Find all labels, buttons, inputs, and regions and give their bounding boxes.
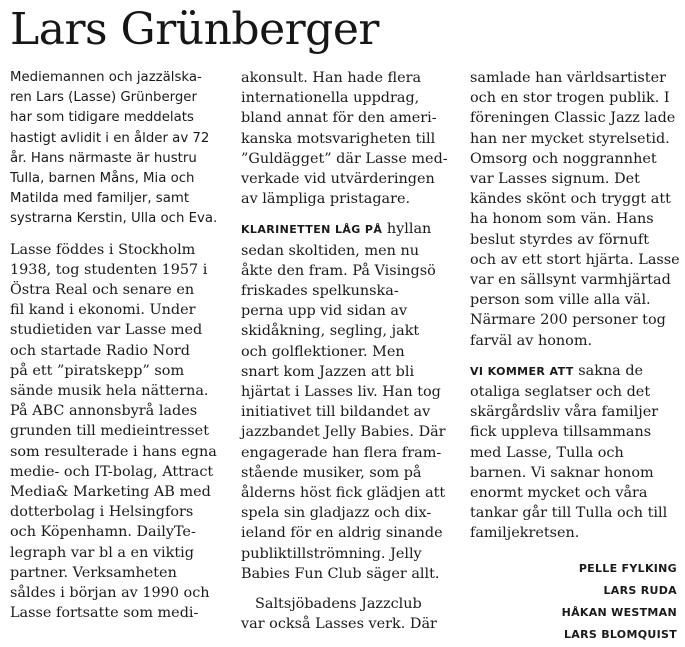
body-line: sände musik hela nätterna.	[10, 383, 209, 400]
column-3	[470, 68, 680, 544]
body-line: med Lasse, Tulla och	[470, 444, 624, 461]
body-line: ieland för en aldrig sinande	[241, 525, 443, 542]
body-line: skidåkning, segling, jakt	[241, 323, 420, 340]
body-line: samlade han världsartister	[470, 70, 666, 86]
column-1	[10, 68, 216, 623]
body-line: Närmare 200 personer tog	[470, 312, 666, 329]
body-line: grunden till medieintresset	[10, 423, 209, 440]
body-line: ”Guldägget” där Lasse med-	[241, 150, 448, 167]
intro-line: hastigt avlidit i en ålder av 72	[10, 130, 210, 146]
body-text: sakna de	[573, 362, 644, 379]
body-line: verkade vid utvärderingen	[241, 171, 435, 188]
body-line: var en sällsynt varmhjärtad	[470, 272, 671, 289]
body-line: och av ett stort hjärta. Lasse	[470, 251, 680, 268]
body-line: enormt mycket och våra	[470, 485, 648, 502]
body-line: som resulterade i hans egna	[10, 443, 217, 460]
body-line: friskades spelkunska-	[241, 283, 399, 300]
body-line: snart kom Jazzen att bli	[241, 363, 415, 380]
signature-name: LARS RUDA	[603, 584, 677, 597]
body-line: initiativet till bildandet av	[241, 404, 431, 421]
body-line: stående musiker, som på	[241, 464, 422, 481]
intro-line: Mediemannen och jazzälska-	[10, 70, 202, 85]
body-line: såldes i början av 1990 och	[10, 585, 210, 602]
body-line: 1938, tog studenten 1957 i	[10, 261, 208, 278]
body-line: föreningen Classic Jazz lade	[470, 110, 676, 127]
body-line: studietiden var Lasse med	[10, 322, 203, 339]
body-text: hyllan	[382, 221, 432, 238]
signature-name: HÅKAN WESTMAN	[561, 606, 677, 619]
section-kicker: VI KOMMER ATT	[470, 364, 574, 378]
body-line: skärgårdsliv våra familjer	[470, 404, 659, 421]
body-line: och startade Radio Nord	[10, 342, 191, 359]
intro-line: systrarna Kerstin, Ulla och Eva.	[10, 211, 218, 227]
body-line: hjärtat i Lasses liv. Han tog	[241, 384, 441, 401]
body-line: publiktillströmning. Jelly	[241, 545, 422, 562]
body-line: fick uppleva tillsammans	[470, 424, 652, 441]
body-line: kändes skönt och tryggt att	[470, 191, 671, 208]
body-line: Media& Marketing AB med	[10, 484, 211, 501]
body-line: Östra Real och senare en	[10, 282, 195, 299]
body-line: Lasse fortsatte som medi-	[10, 605, 199, 622]
body-line: Saltsjöbadens Jazzclub	[255, 596, 422, 613]
body-line: på ett ”piratskepp” som	[10, 362, 185, 379]
body-line: var Lasses signum. Det	[470, 171, 640, 188]
jazzclub-paragraph	[241, 594, 447, 634]
body-line: familjekretsen.	[470, 525, 580, 542]
headline: Lars Grünberger	[10, 4, 379, 55]
body-line: På ABC annonsbyrå lades	[10, 403, 198, 420]
body-line: farväl av honom.	[470, 332, 593, 349]
body-line-with-kicker	[470, 361, 676, 382]
section-kicker: KLARINETTEN LÅG PÅ	[241, 223, 383, 237]
biography-paragraph	[10, 240, 216, 624]
body-line: fil kand i ekonomi. Under	[10, 302, 196, 319]
intro-line: år. Hans närmaste är hustru	[10, 150, 197, 166]
character-paragraph	[470, 68, 680, 351]
body-line: Omsorg och noggrannhet	[470, 150, 657, 167]
body-line: han ner mycket styrelsetid.	[470, 130, 670, 147]
body-line: tankar går till Tulla och till	[470, 505, 668, 522]
body-line-with-kicker	[241, 219, 447, 240]
body-line: spela sin gladjazz och dix-	[241, 505, 432, 522]
body-line: och Köpenhamn. DailyTe-	[10, 524, 196, 541]
jazz-paragraph	[241, 219, 447, 584]
body-line: internationella uppdrag,	[241, 90, 420, 107]
signature-block	[562, 558, 677, 646]
body-line: beslut styrdes av förnuft	[470, 231, 650, 248]
body-line: medie- och IT-bolag, Attract	[10, 463, 214, 480]
signature-name: PELLE FYLKING	[578, 562, 677, 575]
intro-paragraph	[10, 68, 216, 230]
intro-line: Tulla, barnen Måns, Mia och	[10, 171, 195, 187]
intro-line: Matilda med familjer, samt	[10, 191, 190, 207]
body-line: Lasse föddes i Stockholm	[10, 241, 196, 258]
body-line: åkte den fram. På Visingsö	[241, 262, 436, 279]
body-line: barnen. Vi saknar honom	[470, 464, 654, 481]
body-line: ålderns höst fick glädjen att	[241, 485, 446, 502]
body-line: bland annat för den ameri-	[241, 110, 437, 127]
body-line: jazzbandet Jelly Babies. Där	[241, 424, 446, 441]
body-line: var också Lasses verk. Där	[241, 616, 437, 633]
body-line: person som ville alla väl.	[470, 292, 651, 309]
intro-line: ren Lars (Lasse) Grünberger	[10, 90, 197, 106]
body-line: dotterbolag i Helsingfors	[10, 504, 194, 521]
body-line: partner. Verksamheten	[10, 564, 177, 581]
body-line: akonsult. Han hade flera	[241, 70, 422, 86]
body-line: Babies Fun Club säger allt.	[241, 565, 440, 582]
intro-line: har som tidigare meddelats	[10, 110, 194, 126]
career-paragraph	[241, 68, 447, 209]
body-line: kanska motsvarigheten till	[241, 130, 436, 147]
signature-name: LARS BLOMQUIST	[563, 628, 677, 641]
body-line: otaliga seglatser och det	[470, 384, 651, 401]
body-line: av lämpliga pristagare.	[241, 191, 411, 208]
column-2	[241, 68, 447, 634]
body-line: legraph var bl a en viktig	[10, 544, 194, 561]
body-line: och en stor trogen publik. I	[470, 90, 670, 107]
body-line: sedan skoltiden, men nu	[241, 242, 419, 259]
farewell-paragraph	[470, 361, 676, 544]
body-line: ha honom som vän. Hans	[470, 211, 654, 228]
body-line: perna upp vid sidan av	[241, 303, 408, 320]
body-line: och golflektioner. Men	[241, 343, 405, 360]
body-line: engagerade han flera fram-	[241, 444, 442, 461]
